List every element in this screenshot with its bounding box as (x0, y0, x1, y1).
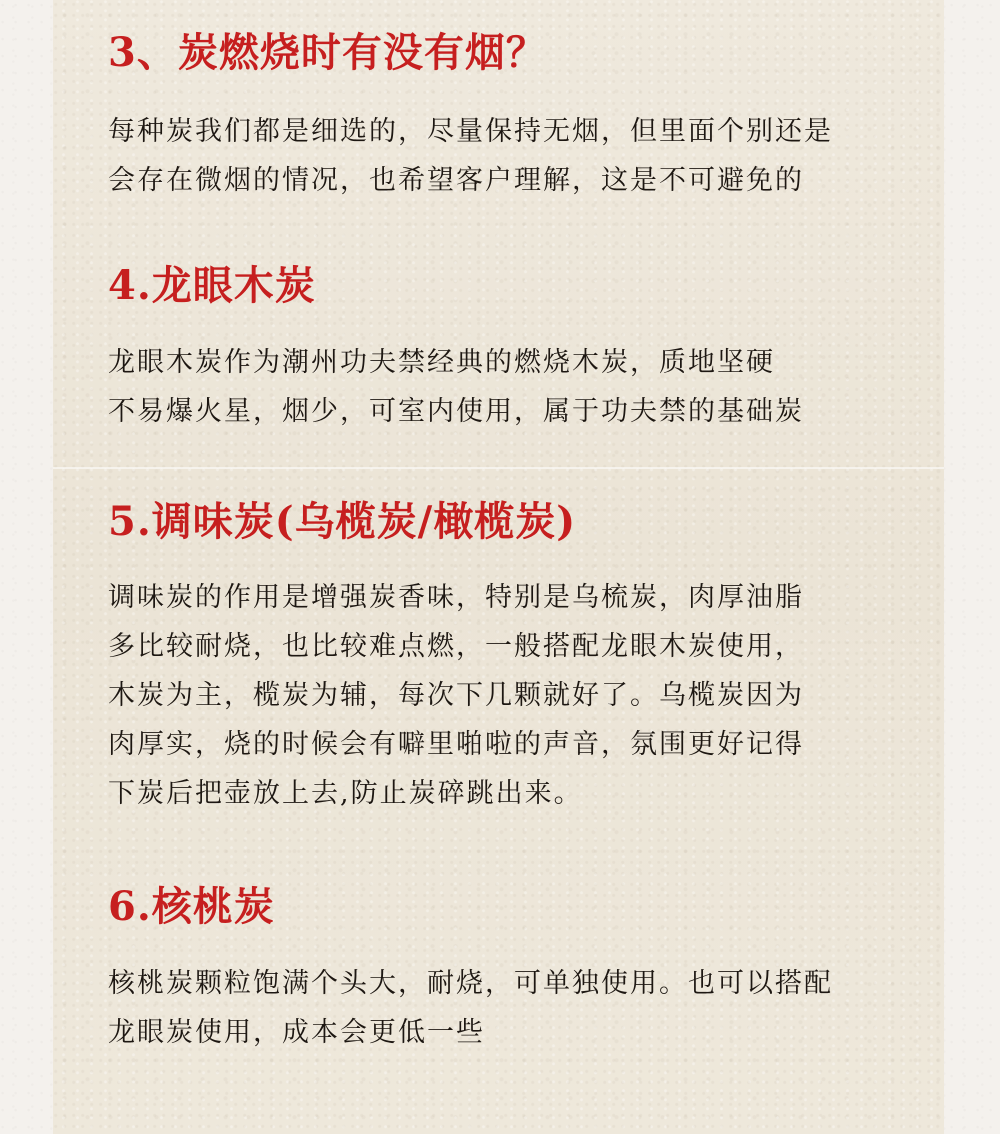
text-line: 核桃炭颗粒饱满个头大，耐烧，可单独使用。也可以搭配 (108, 968, 833, 999)
text-line: 下炭后把壶放上去,防止炭碎跳出来。 (108, 778, 583, 809)
section-body-flavor-charcoal (108, 573, 804, 818)
paper-seam (53, 467, 944, 469)
section-heading-walnut-charcoal: 6.核桃炭 (108, 883, 275, 930)
text-line: 多比较耐烧，也比较难点燃，一般搭配龙眼木炭使用， (108, 631, 804, 662)
text-line: 会存在微烟的情况，也希望客户理解，这是不可避免的 (108, 165, 804, 196)
text-line: 不易爆火星，烟少，可室内使用，属于功夫禁的基础炭 (108, 396, 804, 427)
text-line: 木炭为主，榄炭为辅，每次下几颗就好了。乌榄炭因为 (108, 680, 804, 711)
text-line: 龙眼炭使用，成本会更低一些 (108, 1017, 485, 1048)
section-body-walnut-charcoal (108, 959, 833, 1057)
paper-panel (53, 0, 944, 1134)
text-line: 龙眼木炭作为潮州功夫禁经典的燃烧木炭，质地坚硬 (108, 347, 775, 378)
text-line: 调味炭的作用是增强炭香味，特别是乌梳炭，肉厚油脂 (108, 582, 804, 613)
section-body-smoke (108, 107, 833, 205)
text-line: 肉厚实，烧的时候会有噼里啪啦的声音，氛围更好记得 (108, 729, 804, 760)
section-heading-smoke: 3、炭燃烧时有没有烟？ (108, 29, 547, 76)
section-heading-longan-charcoal: 4.龙眼木炭 (108, 262, 316, 309)
section-body-longan-charcoal (108, 338, 804, 436)
text-line: 每种炭我们都是细选的，尽量保持无烟，但里面个别还是 (108, 116, 833, 147)
section-heading-flavor-charcoal: 5.调味炭(乌榄炭/橄榄炭) (108, 498, 577, 545)
